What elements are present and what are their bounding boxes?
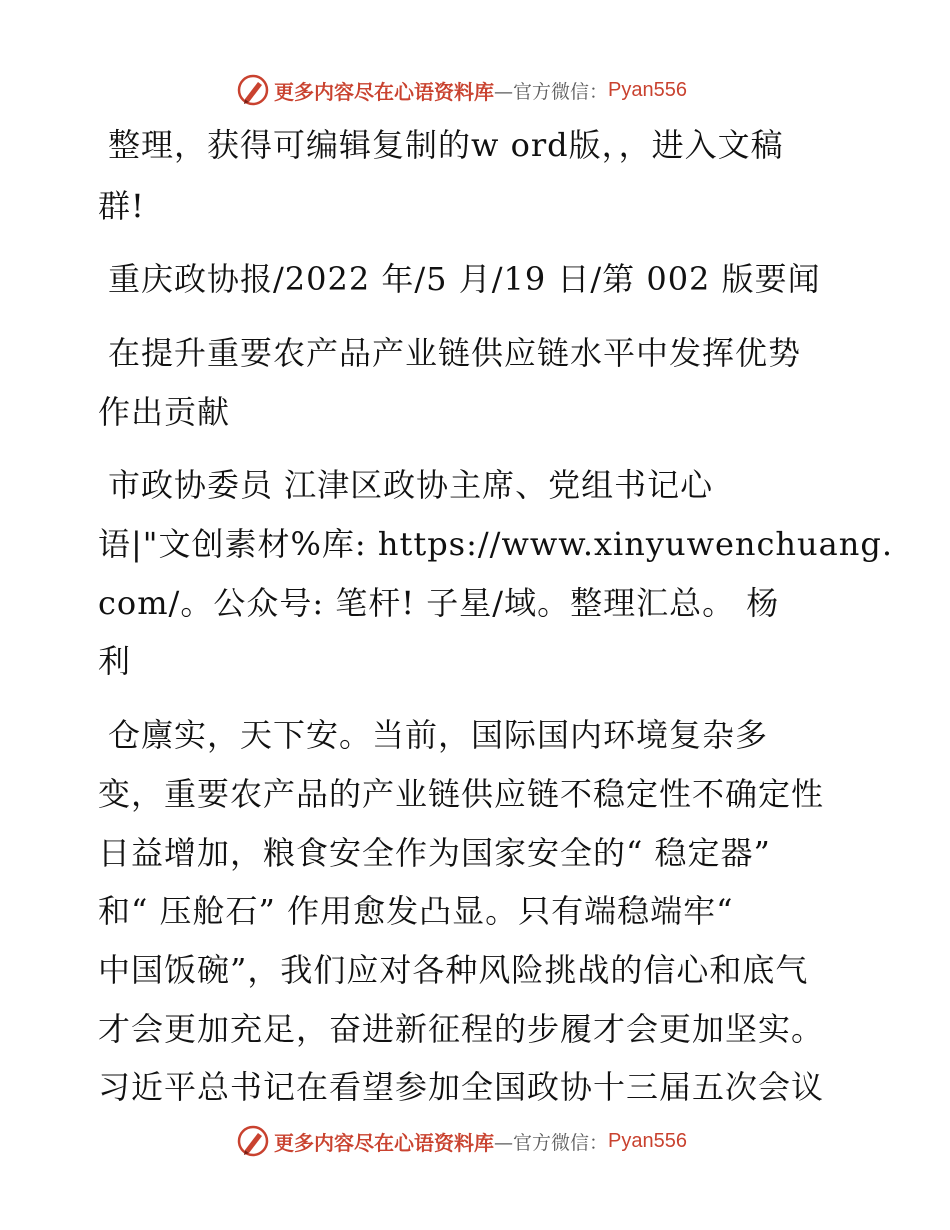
paragraph-line: 日益增加，粮食安全作为国家安全的“ 稳定器” <box>98 834 771 872</box>
pen-logo-icon <box>236 1124 270 1158</box>
watermark-header <box>236 73 687 107</box>
paragraph-line: 和“ 压舱石” 作用愈发凸显。只有端稳端牢“ <box>98 892 734 930</box>
paragraph-line: 仓廪实，天下安。当前，国际国内环境复杂多 <box>108 716 769 754</box>
text-line: 利 <box>98 642 132 680</box>
watermark-sub-text: —官方微信： <box>494 80 609 103</box>
paragraph-line: 才会更加充足，奋进新征程的步履才会更加坚实。 <box>98 1010 825 1048</box>
text-line: com/。公众号: 笔杆! 子星/域。整理汇总。 杨 <box>98 584 780 622</box>
watermark-handle: Pyan556 <box>608 78 687 101</box>
text-line: 整理，获得可编辑复制的w ord版，，进入文稿 <box>108 126 784 164</box>
paragraph-line: 习近平总书记在看望参加全国政协十三届五次会议 <box>98 1068 825 1106</box>
paragraph-line: 变，重要农产品的产业链供应链不稳定性不确定性 <box>98 775 825 813</box>
doc-title-line: 作出贡献 <box>98 393 231 431</box>
watermark-main-text: 更多内容尽在心语资料库 <box>274 1130 494 1155</box>
watermark-handle: Pyan556 <box>608 1129 687 1152</box>
watermark-sub-text: —官方微信： <box>494 1131 609 1154</box>
author-line: 市政协委员 江津区政协主席、党组书记心 <box>108 466 714 504</box>
watermark-footer <box>236 1124 687 1158</box>
paragraph-line: 中国饭碗”，我们应对各种风险挑战的信心和底气 <box>98 951 809 989</box>
text-line: 群! <box>98 187 145 225</box>
doc-source-line: 重庆政协报/2022 年/5 月/19 日/第 002 版要闻 <box>108 260 821 298</box>
pen-logo-icon <box>236 73 270 107</box>
text-line: 语|"文创素材%库: https://www.xinyuwenchuang. <box>98 525 893 563</box>
doc-title-line: 在提升重要农产品产业链供应链水平中发挥优势 <box>108 334 802 372</box>
watermark-main-text: 更多内容尽在心语资料库 <box>274 79 494 104</box>
